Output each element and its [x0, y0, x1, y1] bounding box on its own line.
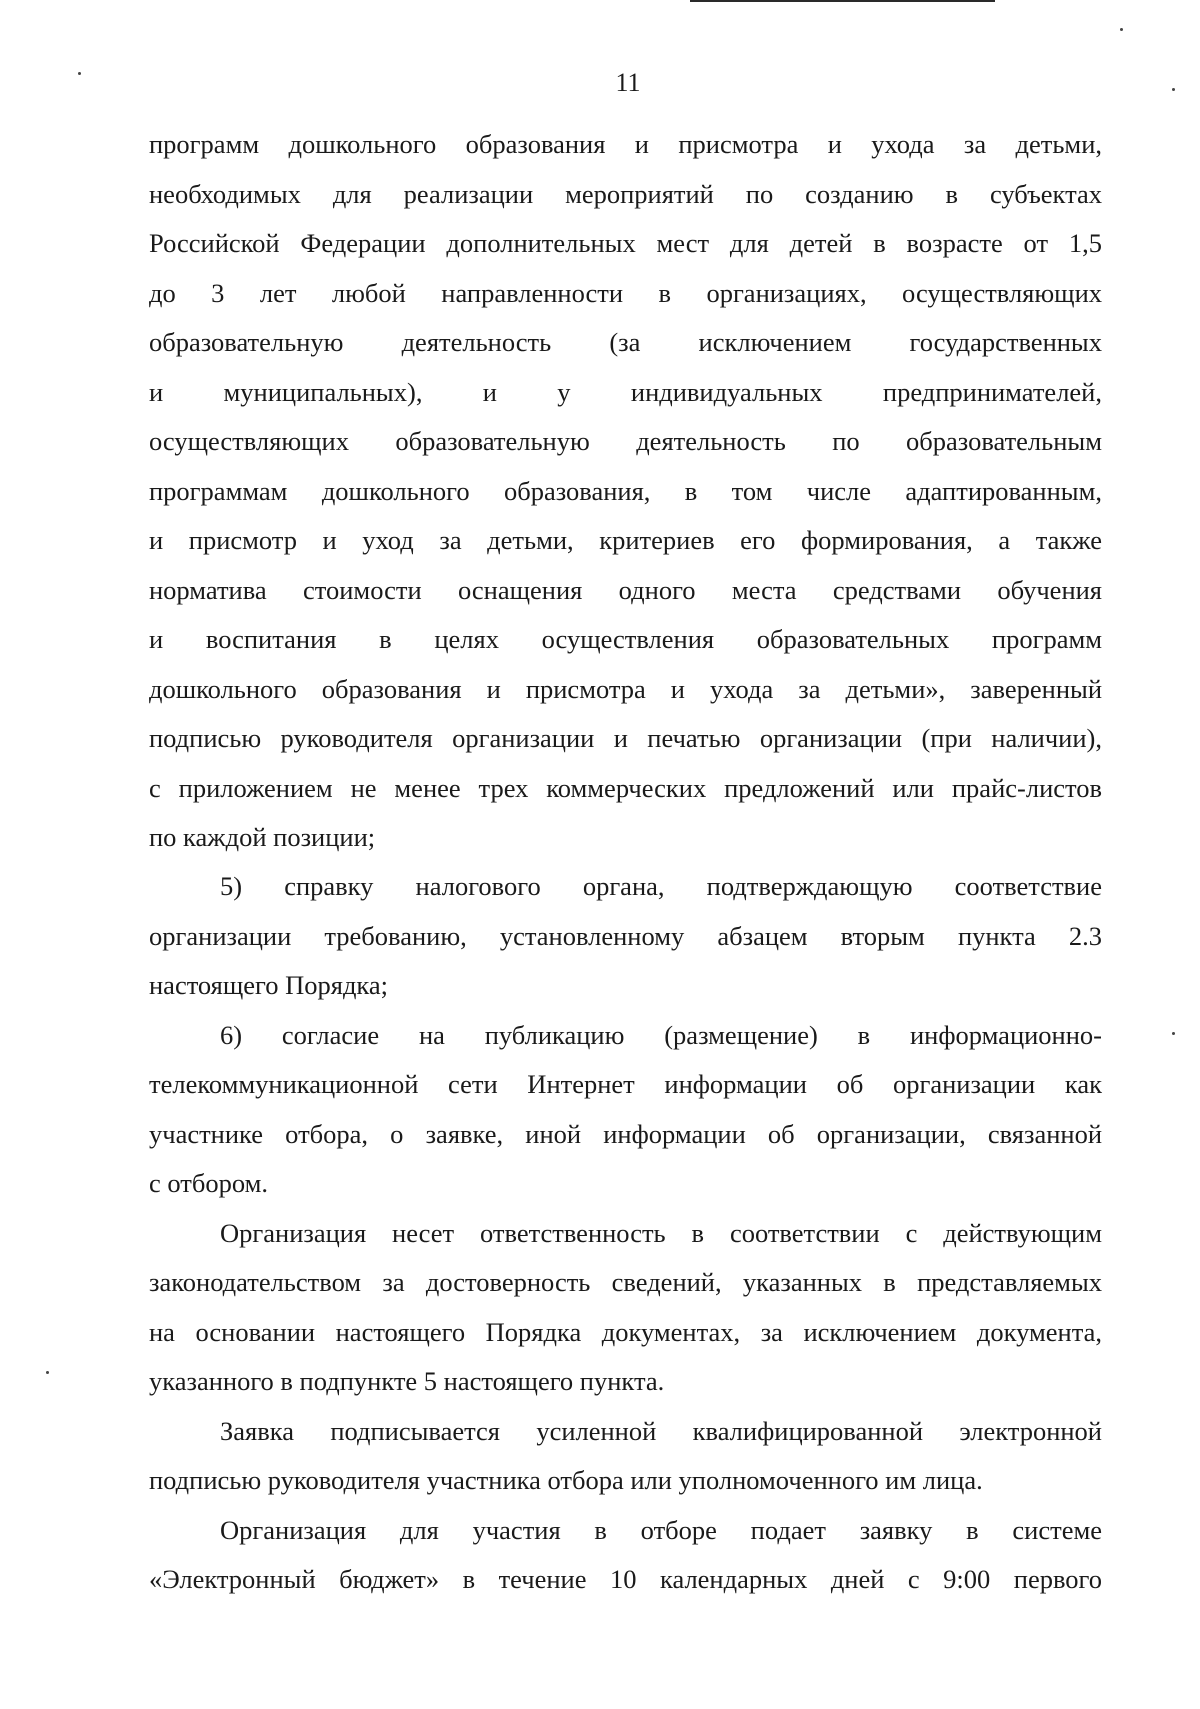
text-line: подписью руководителя организации и печатью организации (при наличии),: [149, 723, 1102, 753]
text-line: норматива стоимости оснащения одного места средствами обучения: [149, 574, 1102, 605]
text-line: 5) справку налогового органа, подтверждающую соответствие: [220, 871, 1102, 901]
top-border-line: [690, 0, 995, 2]
text-line: до 3 лет любой направленности в организациях, осуществляющих: [149, 277, 1102, 308]
text-line: организации требованию, установленному абзацем вторым пункта 2.3: [149, 920, 1102, 951]
text-line: 6) согласие на публикацию (размещение) в информационно-: [220, 1019, 1102, 1050]
page-number: 11: [615, 68, 641, 97]
text-line: телекоммуникационной сети Интернет информации об организации как: [149, 1069, 1102, 1099]
text-line: «Электронный бюджет» в течение 10 календарных дней с 9:00 первого: [149, 1564, 1102, 1594]
text-line: дошкольного образования и присмотра и ухода за детьми», заверенный: [149, 673, 1102, 704]
text-line: на основании настоящего Порядка документах, за исключением документа,: [149, 1316, 1102, 1347]
text-line: настоящего Порядка;: [149, 970, 389, 1000]
text-line: с приложением не менее трех коммерческих предложений или прайс-листов: [149, 772, 1102, 803]
paragraph-item-6: [149, 1011, 1102, 1209]
paragraph-submission: [149, 1506, 1102, 1605]
text-line: Организация несет ответственность в соответствии с действующим: [220, 1217, 1102, 1248]
text-line: и присмотр и уход за детьми, критериев его формирования, а также: [149, 525, 1102, 555]
scan-speck: [78, 72, 81, 75]
text-line: Российской Федерации дополнительных мест для детей в возрасте от 1,5: [149, 228, 1102, 258]
paragraph-continuation: [149, 120, 1102, 863]
scan-speck: [1172, 88, 1175, 91]
paragraph-item-5: [149, 862, 1102, 1011]
scan-speck: [46, 1371, 49, 1374]
text-line: необходимых для реализации мероприятий по созданию в субъектах: [149, 178, 1102, 209]
scan-speck: [1120, 28, 1123, 31]
text-line: Заявка подписывается усиленной квалифицированной электронной: [220, 1415, 1102, 1446]
text-line: и воспитания в целях осуществления образовательных программ: [149, 624, 1102, 654]
text-line: программ дошкольного образования и присмотра и ухода за детьми,: [149, 129, 1102, 159]
text-line: участнике отбора, о заявке, иной информации об организации, связанной: [149, 1118, 1102, 1149]
text-line: подписью руководителя участника отбора или уполномоченного им лица.: [149, 1465, 983, 1495]
text-line: Организация для участия в отборе подает заявку в системе: [220, 1514, 1102, 1545]
paragraph-responsibility: [149, 1209, 1102, 1407]
text-line: законодательством за достоверность сведений, указанных в представляемых: [149, 1267, 1102, 1297]
text-line: программам дошкольного образования, в том числе адаптированным,: [149, 475, 1102, 506]
text-line: образовательную деятельность (за исключением государственных: [149, 327, 1102, 357]
paragraph-signature: [149, 1407, 1102, 1506]
paragraphs-group: [149, 862, 1102, 1605]
text-line: осуществляющих образовательную деятельность по образовательным: [149, 426, 1102, 456]
text-line: по каждой позиции;: [149, 822, 376, 852]
text-line: указанного в подпункте 5 настоящего пункта.: [149, 1366, 665, 1396]
scan-speck: [1172, 1032, 1175, 1035]
text-line: с отбором.: [149, 1168, 268, 1198]
text-line: и муниципальных), и у индивидуальных предпринимателей,: [149, 376, 1102, 407]
